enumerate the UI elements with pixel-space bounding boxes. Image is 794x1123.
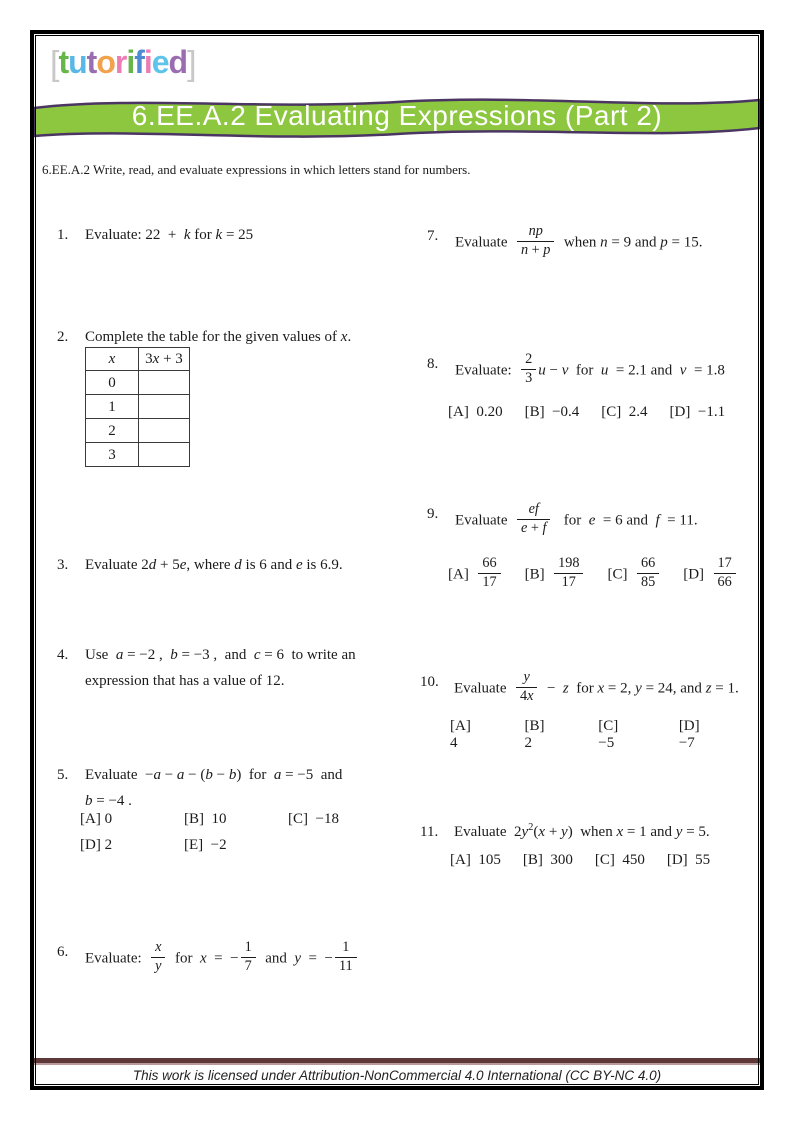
question-text (85, 645, 356, 697)
question-11 (420, 822, 710, 842)
option-d[interactable]: [D] $\frac{17}{66}$ (683, 558, 738, 592)
question-4 (57, 645, 356, 697)
option-b[interactable]: [B] 300 (522, 852, 573, 868)
question-6 (57, 939, 359, 976)
question-number: 6. (57, 944, 69, 960)
table-row (86, 395, 190, 419)
question-10 (420, 669, 739, 706)
option-c[interactable]: [C] 2.4 (601, 404, 648, 420)
logo-bracket-left: [ (50, 45, 59, 83)
question-10-options (450, 718, 760, 752)
page-title: 6.EE.A.2 Evaluating Expressions (Part 2) (131, 100, 663, 131)
question-3 (57, 555, 343, 575)
worksheet-page (30, 30, 764, 1090)
table-header-expression: 3x + 3 (139, 348, 190, 371)
question-text: Evaluate $\frac{ef}{e + f}$ for e = 6 and f = 11. (455, 501, 698, 536)
answer-cell[interactable] (139, 419, 190, 443)
question-8 (427, 351, 725, 388)
question-11-options (450, 852, 732, 869)
option-b[interactable]: [B] 2 (524, 718, 552, 751)
question-text: Evaluate 2d + 5e, where d is 6 and e is 6.9. (85, 557, 343, 573)
question-9 (427, 501, 698, 538)
question-1 (57, 225, 253, 245)
option-c[interactable]: [C] $\frac{66}{85}$ (607, 558, 661, 592)
question-line: b = −4 . (85, 793, 132, 809)
option-a[interactable]: [A] 0.20 (448, 404, 503, 420)
option-c[interactable]: [C] −18 (288, 811, 339, 827)
question-8-options (448, 404, 747, 421)
question-number: 4. (57, 647, 69, 663)
answer-cell[interactable] (139, 371, 190, 395)
x-value-cell: 2 (86, 419, 139, 443)
option-a[interactable]: [A] 0 (80, 811, 113, 827)
question-number: 2. (57, 329, 69, 345)
table-row (86, 419, 190, 443)
logo-bracket-right: ] (187, 45, 196, 83)
option-e[interactable]: [E] −2 (184, 837, 227, 853)
question-content (85, 327, 351, 467)
question-9-options (448, 555, 760, 592)
question-number: 10. (420, 674, 439, 690)
table-header-row (86, 348, 190, 371)
title-banner (34, 90, 760, 146)
table-header-x: x (86, 348, 139, 371)
question-number: 7. (427, 228, 439, 244)
question-number: 1. (57, 227, 69, 243)
table-row (86, 371, 190, 395)
option-d[interactable]: [D] −1.1 (669, 404, 726, 420)
tutorified-logo (50, 44, 196, 84)
table-row (86, 443, 190, 467)
option-c[interactable]: [C] −5 (598, 718, 626, 751)
question-text: Evaluate $\frac{np}{n + p}$ when n = 9 and p = 15. (455, 223, 703, 258)
values-table (85, 347, 190, 467)
question-number: 3. (57, 557, 69, 573)
option-c[interactable]: [C] 450 (594, 852, 645, 868)
logo-letters: tutorified (58, 44, 188, 80)
question-7 (427, 223, 703, 260)
question-2 (57, 327, 351, 467)
question-line: Evaluate −a − a − (b − b) for a = −5 and (85, 767, 343, 783)
x-value-cell: 3 (86, 443, 139, 467)
question-line: Use a = −2 , b = −3 , and c = 6 to write an (85, 647, 356, 663)
question-number: 11. (420, 824, 439, 840)
option-b[interactable]: [B] 10 (184, 811, 227, 827)
standard-description: 6.EE.A.2 Write, read, and evaluate expressions in which letters stand for numbers. (42, 162, 471, 177)
question-number: 5. (57, 767, 69, 783)
question-text: Evaluate: $\frac{2}{3}$ u − v for u = 2.1 and v = 1.8 (455, 351, 725, 386)
answer-cell[interactable] (139, 395, 190, 419)
answer-cell[interactable] (139, 443, 190, 467)
option-a[interactable]: [A] 4 (450, 718, 479, 751)
x-value-cell: 1 (86, 395, 139, 419)
question-text: Evaluate: $\frac{x}{y}$ for x = − $\frac{1}{7}$ and y = − $\frac{1}{11}$ (85, 942, 359, 976)
x-value-cell: 0 (86, 371, 139, 395)
option-d[interactable]: [D] −7 (678, 718, 708, 751)
question-text (85, 765, 342, 817)
option-a[interactable]: [A] 105 (450, 852, 501, 868)
question-5-options (80, 811, 339, 854)
footer-divider-bar-light (34, 1063, 760, 1065)
question-5 (57, 765, 342, 817)
question-text: Evaluate $\frac{y}{4x}$ − z for x = 2, y = 24, and z = 1. (454, 669, 739, 704)
option-d[interactable]: [D] 2 (80, 837, 113, 853)
question-text: Evaluate: 22 + k for k = 25 (85, 227, 254, 243)
question-text: Complete the table for the given values of x. (85, 329, 352, 345)
question-number: 8. (427, 356, 439, 372)
question-number: 9. (427, 506, 439, 522)
option-b[interactable]: [B] $\frac{198}{17}$ (525, 558, 586, 592)
option-d[interactable]: [D] 55 (666, 852, 711, 868)
option-b[interactable]: [B] −0.4 (524, 404, 580, 420)
license-text: This work is licensed under Attribution-NonCommercial 4.0 International (CC BY-NC 4.0) (132, 1068, 662, 1083)
question-line: expression that has a value of 12. (85, 673, 285, 689)
option-a[interactable]: [A] $\frac{66}{17}$ (448, 558, 503, 592)
question-text: Evaluate $2y^2(x + y)$ when x = 1 and y = 5. (454, 822, 710, 840)
